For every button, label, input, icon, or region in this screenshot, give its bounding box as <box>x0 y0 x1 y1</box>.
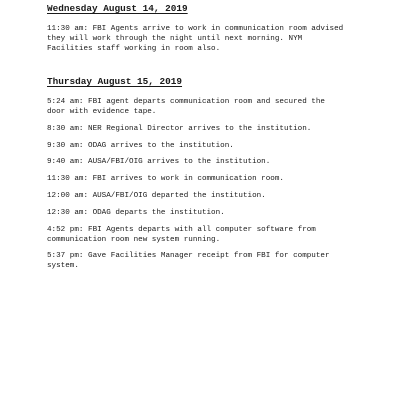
date-heading: Thursday August 15, 2019 <box>47 76 183 87</box>
timeline-entry: 9:30 am: ODAG arrives to the institution. <box>47 141 234 150</box>
timeline-entry: 12:30 am: ODAG departs the institution. <box>47 208 225 217</box>
timeline-entry: 4:52 pm: FBI Agents departs with all computer software from communication room new system running. <box>47 225 316 244</box>
timeline-entry: 11:30 am: FBI Agents arrive to work in communication room advised they will work through the night until next morning. NYM Facilities staff working in room also. <box>47 25 344 53</box>
timeline-entry: 11:30 am: FBI arrives to work in communication room. <box>47 175 284 184</box>
timeline-entry: 5:24 am: FBI agent departs communication room and secured the door with evidence tape. <box>47 98 325 116</box>
timeline-entry: 5:37 pm: Gave Facilities Manager receipt from FBI for computer system. <box>47 252 330 271</box>
timeline-entry: 8:30 am: NER Regional Director arrives to the institution. <box>47 124 312 133</box>
timeline-entry: 12:00 am: AUSA/FBI/OIG departed the institution. <box>47 191 266 200</box>
timeline-list <box>47 97 387 271</box>
timeline-entry: 9:40 am: AUSA/FBI/OIG arrives to the institution. <box>47 158 271 167</box>
timeline-list <box>47 24 387 54</box>
section-wednesday-august-14 <box>47 3 387 61</box>
section-thursday-august-15 <box>47 76 387 278</box>
date-heading: Wednesday August 14, 2019 <box>47 3 188 14</box>
